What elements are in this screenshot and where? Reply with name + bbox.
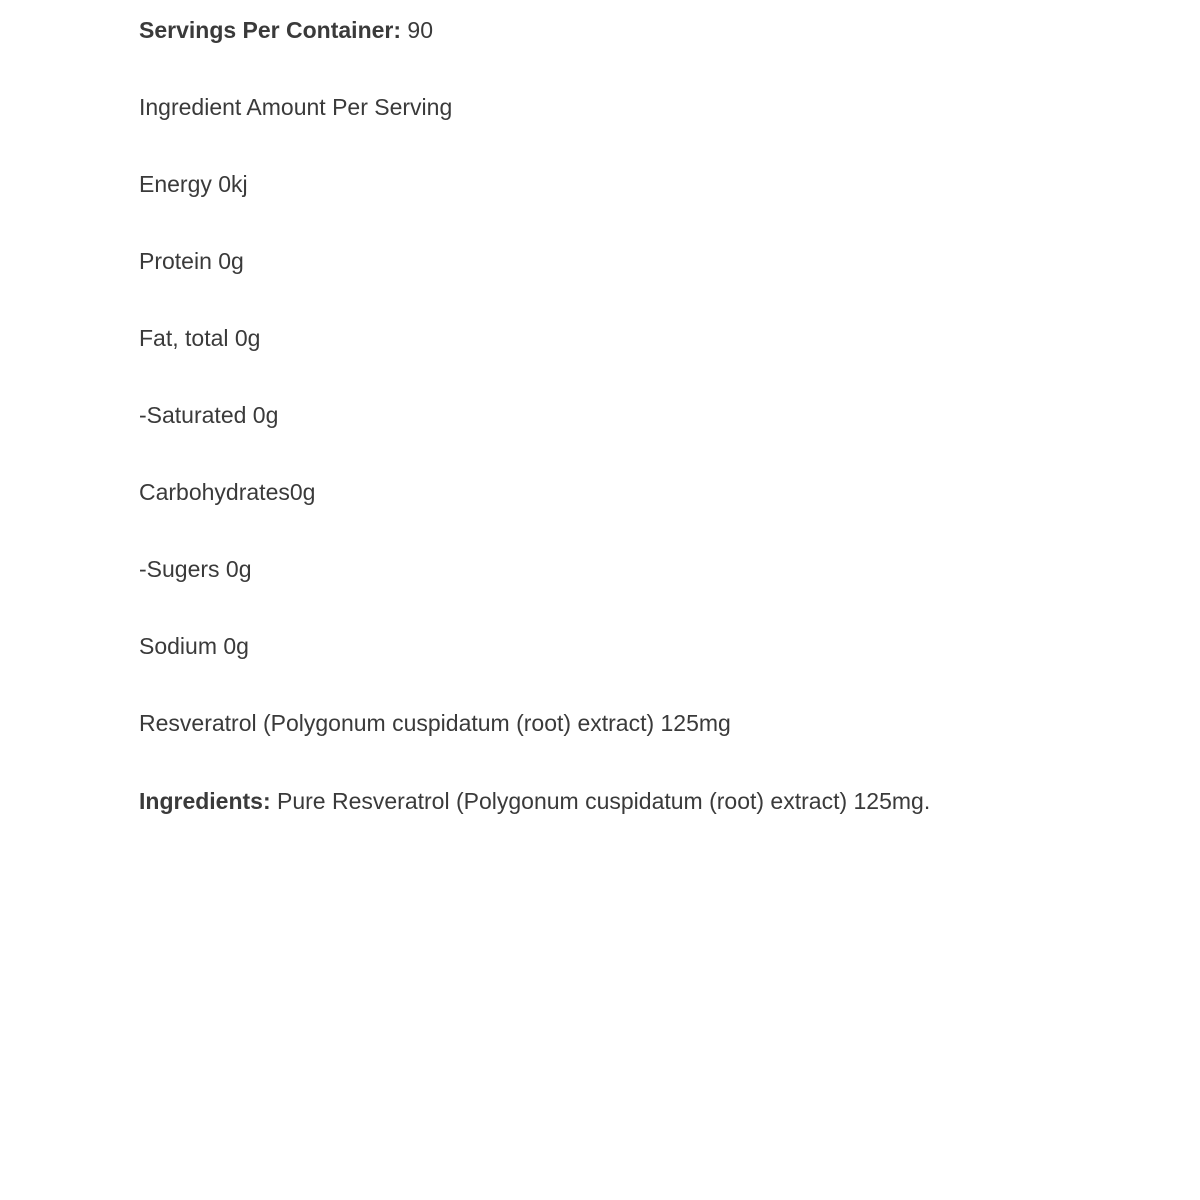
ingredient-amount-header: Ingredient Amount Per Serving: [139, 94, 453, 120]
ingredients-value: Pure Resveratrol (Polygonum cuspidatum (root) extract) 125mg.: [270, 788, 931, 814]
ingredients-label: Ingredients:: [139, 788, 271, 814]
energy-row: Energy 0kj: [139, 171, 248, 197]
servings-value: 90: [401, 17, 434, 43]
protein-row: Protein 0g: [139, 248, 244, 274]
fat-total-row: Fat, total 0g: [139, 325, 261, 351]
resveratrol-row: Resveratrol (Polygonum cuspidatum (root) extract) 125mg: [139, 710, 731, 736]
saturated-row: -Saturated 0g: [139, 402, 279, 428]
sodium-row: Sodium 0g: [139, 633, 249, 659]
carbohydrates-row: Carbohydrates0g: [139, 479, 316, 505]
sugars-row: -Sugers 0g: [139, 556, 252, 582]
servings-label: Servings Per Container:: [139, 17, 402, 43]
servings-per-container: [139, 15, 433, 45]
ingredients-statement: [139, 786, 930, 816]
